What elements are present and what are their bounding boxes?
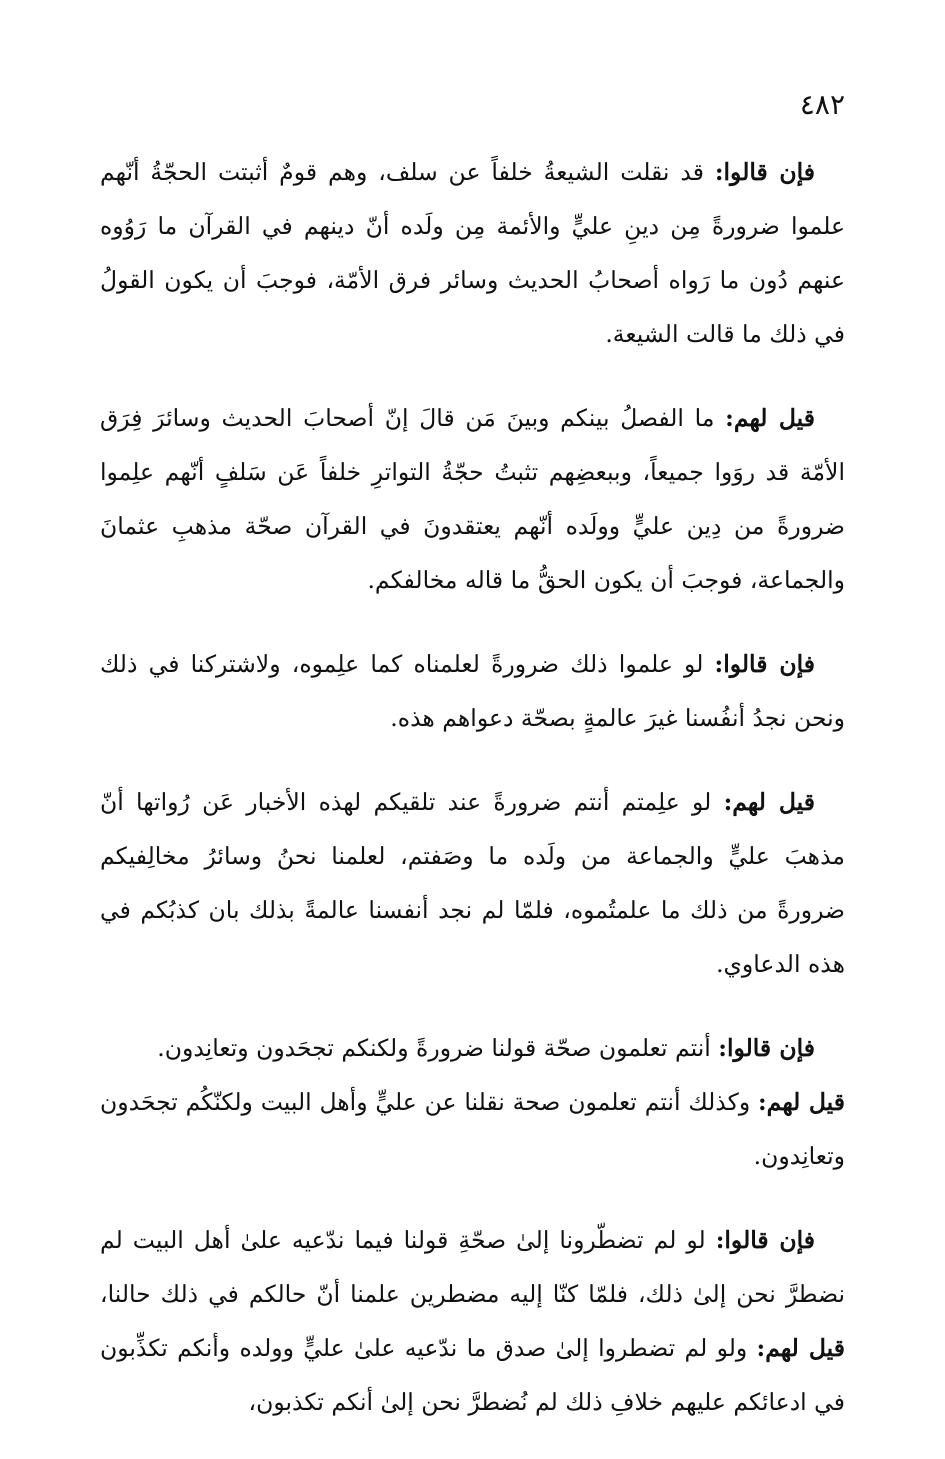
paragraph-6	[100, 1075, 845, 1183]
paragraph-lead: قيل لهم:	[723, 788, 815, 816]
paragraph-text: قد نقلت الشيعةُ خلفاً عن سلف، وهم قومٌ أثبتت الحجّةُ أنّهم علموا ضرورةً مِن دينِ عليٍّ والأئمة مِن ولَده أنّ دينهم في القرآن ما رَوُوه عنهم دُون ما رَواه أصحابُ الحديث وسائر فرق الأمّة، فوجبَ أن يكون القولُ في ذلك ما قالت الشيعة.	[100, 158, 845, 348]
paragraph-lead: قيل لهم:	[725, 404, 815, 432]
paragraph-lead: فإن قالوا:	[714, 158, 816, 186]
paragraph-text: لو علِمتم أنتم ضرورةً عند تلقيكم لهذه الأخبار عَن رُواتها أنّ مذهبَ عليٍّ والجماعة من ولَده ما وصَفتم، لعلمنا نحنُ وسائرُ مخالِفيكم ضرورةً من ذلك ما علمتُموه، فلمّا لم نجد أنفسنا عالمةً بذلك بان كذبُكم في هذه الدعاوي.	[100, 788, 845, 978]
paragraph-lead: فإن قالوا:	[714, 650, 815, 678]
paragraph-text: لو لم تضطّرونا إلىٰ صحّةِ قولنا فيما ندّعيه علىٰ أهل البيت لم نضطرَّ نحن إلىٰ ذلك، فلمّا كنّا إليه مضطرين علمنا أنّ حالكم في ذلك حالنا،	[100, 1226, 845, 1308]
paragraph-3	[100, 637, 845, 745]
paragraph-lead: فإن قالوا:	[718, 1034, 815, 1062]
paragraph-text: أنتم تعلمون صحّة قولنا ضرورةً ولكنكم تجحَدون وتعانِدون.	[157, 1034, 719, 1062]
page-number: ٤٨٢	[799, 88, 845, 121]
paragraph-7	[100, 1213, 845, 1429]
paragraph-lead-secondary: قيل لهم:	[756, 1334, 845, 1362]
paragraph-text-secondary: ولو لم تضطروا إلىٰ صدق ما ندّعيه علىٰ عليٍّ وولده وأنكم تكذِّبون في ادعائكم عليهم خلافِ ذلك لم نُضطرَّ نحن إلىٰ أنكم تكذبون،	[100, 1334, 845, 1416]
paragraph-1	[100, 145, 845, 361]
paragraph-lead: فإن قالوا:	[715, 1226, 815, 1254]
paragraph-5	[100, 1021, 845, 1075]
paragraph-2	[100, 391, 845, 607]
paragraph-text: وكذلك أنتم تعلمون صحة نقلنا عن عليٍّ وأهل البيت ولكنّكُم تجحَدون وتعانِدون.	[100, 1088, 845, 1170]
paragraph-lead: قيل لهم:	[758, 1088, 845, 1116]
text-body	[100, 145, 845, 1459]
paragraph-4	[100, 775, 845, 991]
paragraph-text: ما الفصلُ بينكم وبينَ مَن قالَ إنّ أصحابَ الحديث وسائرَ فِرَق الأمّة قد روَوا جميعاً، وببعضِهم تثبتُ حجّةُ التواترِ خلفاً عَن سَلفٍ أنّهم علِموا ضرورةً من دِين عليٍّ وولَده أنّهم يعتقدونَ في القرآن صحّة مذهبِ عثمانَ والجماعة، فوجبَ أن يكون الحقُّ ما قاله مخالفكم.	[100, 404, 845, 594]
paragraph-text: لو علموا ذلك ضرورةً لعلمناه كما علِموه، ولاشتركنا في ذلك ونحن نجدُ أنفُسنا غيرَ عالمةٍ بصحّة دعواهم هذه.	[100, 650, 845, 732]
